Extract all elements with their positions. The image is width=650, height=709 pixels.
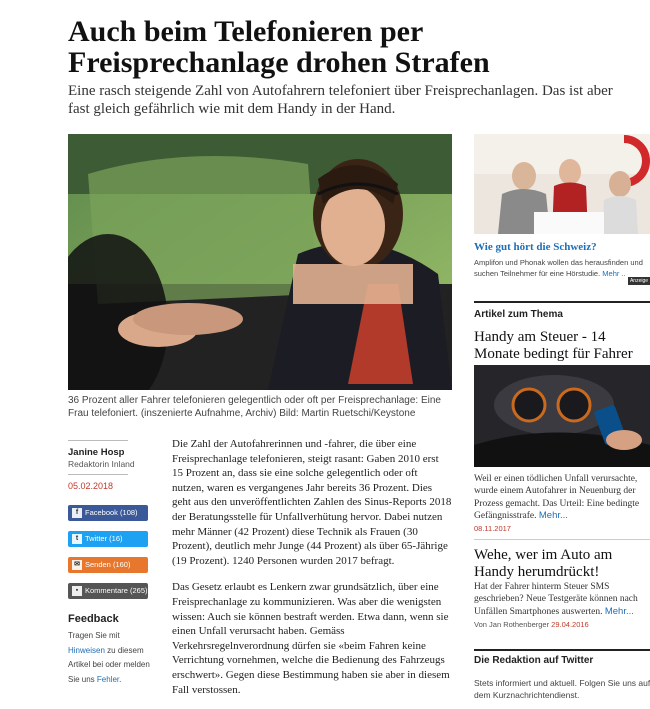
twitter-share-label: Twitter (16): [85, 534, 123, 543]
related-article-2-byline: Von Jan Rothenberger 29.04.2016: [474, 620, 589, 629]
mail-icon: ✉: [72, 560, 82, 570]
headline-line-1: Auch beim Telefonieren per: [68, 15, 424, 48]
related-article-2-author[interactable]: Jan Rothenberger: [489, 620, 550, 629]
ad-title-link[interactable]: Wie gut hört die Schweiz?: [474, 241, 597, 253]
facebook-share-button[interactable]: [68, 505, 148, 521]
feedback-title: Feedback: [68, 613, 119, 625]
author-name[interactable]: Janine Hosp: [68, 447, 125, 458]
email-share-label: Senden (160): [85, 560, 131, 569]
twitter-section-title: Die Redaktion auf Twitter: [474, 655, 594, 666]
related-article-1-more-link[interactable]: Mehr...: [538, 509, 568, 521]
ad-badge: Anzeige: [629, 278, 649, 284]
related-article-1-image[interactable]: [474, 365, 650, 467]
twitter-section-divider: [474, 649, 650, 651]
paragraph-1: Die Zahl der Autofahrerinnen und -fahrer, die über eine Freisprechanlage telefonieren, steigt rasant: Gaben 2010 erst 15 Prozent an, dass sie eine solche gelegentlich oder oft nutzen, waren es vergangenes Jahr bereits 36 Prozent. Dies geht aus den unveröffentlichten Zahlen des Sinus-Reports 2018 der Beratungsstelle für Unfallverhütung hervor. Dabei nutzen mehr Männer (42 Prozent) diese Technik als Frauen (30 Prozent), deutlich mehr Junge (44 Prozent) als über 65-Jährige (19 Prozent). 1240 Personen wurden 2017 befragt.: [172, 438, 452, 567]
facebook-icon: f: [72, 508, 82, 518]
author-divider-2: [68, 474, 128, 475]
related-article-1-title[interactable]: Handy am Steuer - 14 Monate bedingt für Fahrer: [474, 329, 633, 362]
related-article-2-title[interactable]: Wehe, wer im Auto am Handy herumdrückt!: [474, 547, 613, 580]
facebook-share-label: Facebook (108): [85, 508, 138, 517]
hero-photo-driver-woman: [68, 134, 452, 390]
publish-date: 05.02.2018: [68, 481, 114, 491]
twitter-share-button[interactable]: [68, 531, 148, 547]
image-caption: 36 Prozent aller Fahrer telefonieren gelegentlich oder oft per Freisprechanlage: Eine Frau telefoniert. (inszenierte Aufnahme, Archiv) Bild: Martin Ruetschi/Keystone: [68, 395, 441, 419]
ad-photo-hearing-consultation: [474, 134, 650, 234]
ad-image[interactable]: [474, 134, 650, 234]
related-article-2-date: 29.04.2016: [551, 620, 589, 629]
related-article-1-text: Weil er einen tödlichen Unfall verursachte, wurde einem Autofahrer in Neuenburg der Prozess gemacht. Das Urteil: Eine bedingte Gefängnisstrafe. Mehr...: [474, 474, 640, 521]
errors-link[interactable]: Fehler: [96, 674, 120, 684]
email-share-button[interactable]: [68, 557, 148, 573]
section-divider: [474, 301, 650, 303]
feedback-text: Tragen Sie mit Hinweisen zu diesem Artikel bei oder melden Sie uns Fehler.: [68, 631, 150, 684]
related-section-title: Artikel zum Thema: [474, 309, 563, 320]
author-divider: [68, 440, 128, 441]
twitter-section-text: Stets informiert und aktuell. Folgen Sie uns auf dem Kurznachrichtendienst.: [474, 678, 650, 700]
related-article-1-date: 08.11.2017: [474, 524, 511, 533]
related-article-2-text: Hat der Fahrer hinterm Steuer SMS geschrieben? Neue Testgeräte können nach Unfällen Smartphones auswerten. Mehr...: [474, 582, 638, 617]
phone-in-car-photo: [474, 365, 650, 467]
paragraph-2: Das Gesetz erlaubt es Lenkern zwar grundsätzlich, über eine Freisprechanlage zu kommunizieren. Was aber die wenigsten wissen: Auch sie können bestraft werden. Etwa dann, wenn sie einen Unfall verursacht haben. Gemäss Verkehrsregelnverordnung dürfen sie «beim Fahren keine Verrichtung vornehmen, welche die Bedienung des Fahrzeugs erschwert». Gegen diese Bestimmung haben sie aber in diesem Fall verstossen.: [172, 581, 450, 696]
article-lead: Eine rasch steigende Zahl von Autofahrern telefoniert über Freisprechanlagen. Das ist aber fast gleich gefährlich wie mit dem Handy in der Hand.: [68, 83, 613, 117]
author-role: Redaktorin Inland: [68, 459, 135, 469]
related-article-2-more-link[interactable]: Mehr...: [604, 605, 634, 617]
comments-button[interactable]: [68, 583, 148, 599]
ad-text: Amplifon und Phonak wollen das herausfinden und suchen Teilnehmer für eine Hörstudie. Mehr ..: [474, 258, 643, 278]
article-headline: [68, 16, 628, 78]
twitter-icon: t: [72, 534, 82, 544]
headline-line-2: Freisprechanlage drohen Strafen: [68, 46, 490, 79]
article-body: [172, 437, 452, 709]
hints-link[interactable]: Hinweisen: [68, 645, 105, 655]
ad-more-link[interactable]: Mehr ..: [602, 269, 626, 278]
related-divider: [474, 539, 650, 540]
comment-icon: ▪: [72, 586, 82, 596]
hero-image[interactable]: [68, 134, 452, 390]
comments-label: Kommentare (265): [85, 586, 148, 595]
